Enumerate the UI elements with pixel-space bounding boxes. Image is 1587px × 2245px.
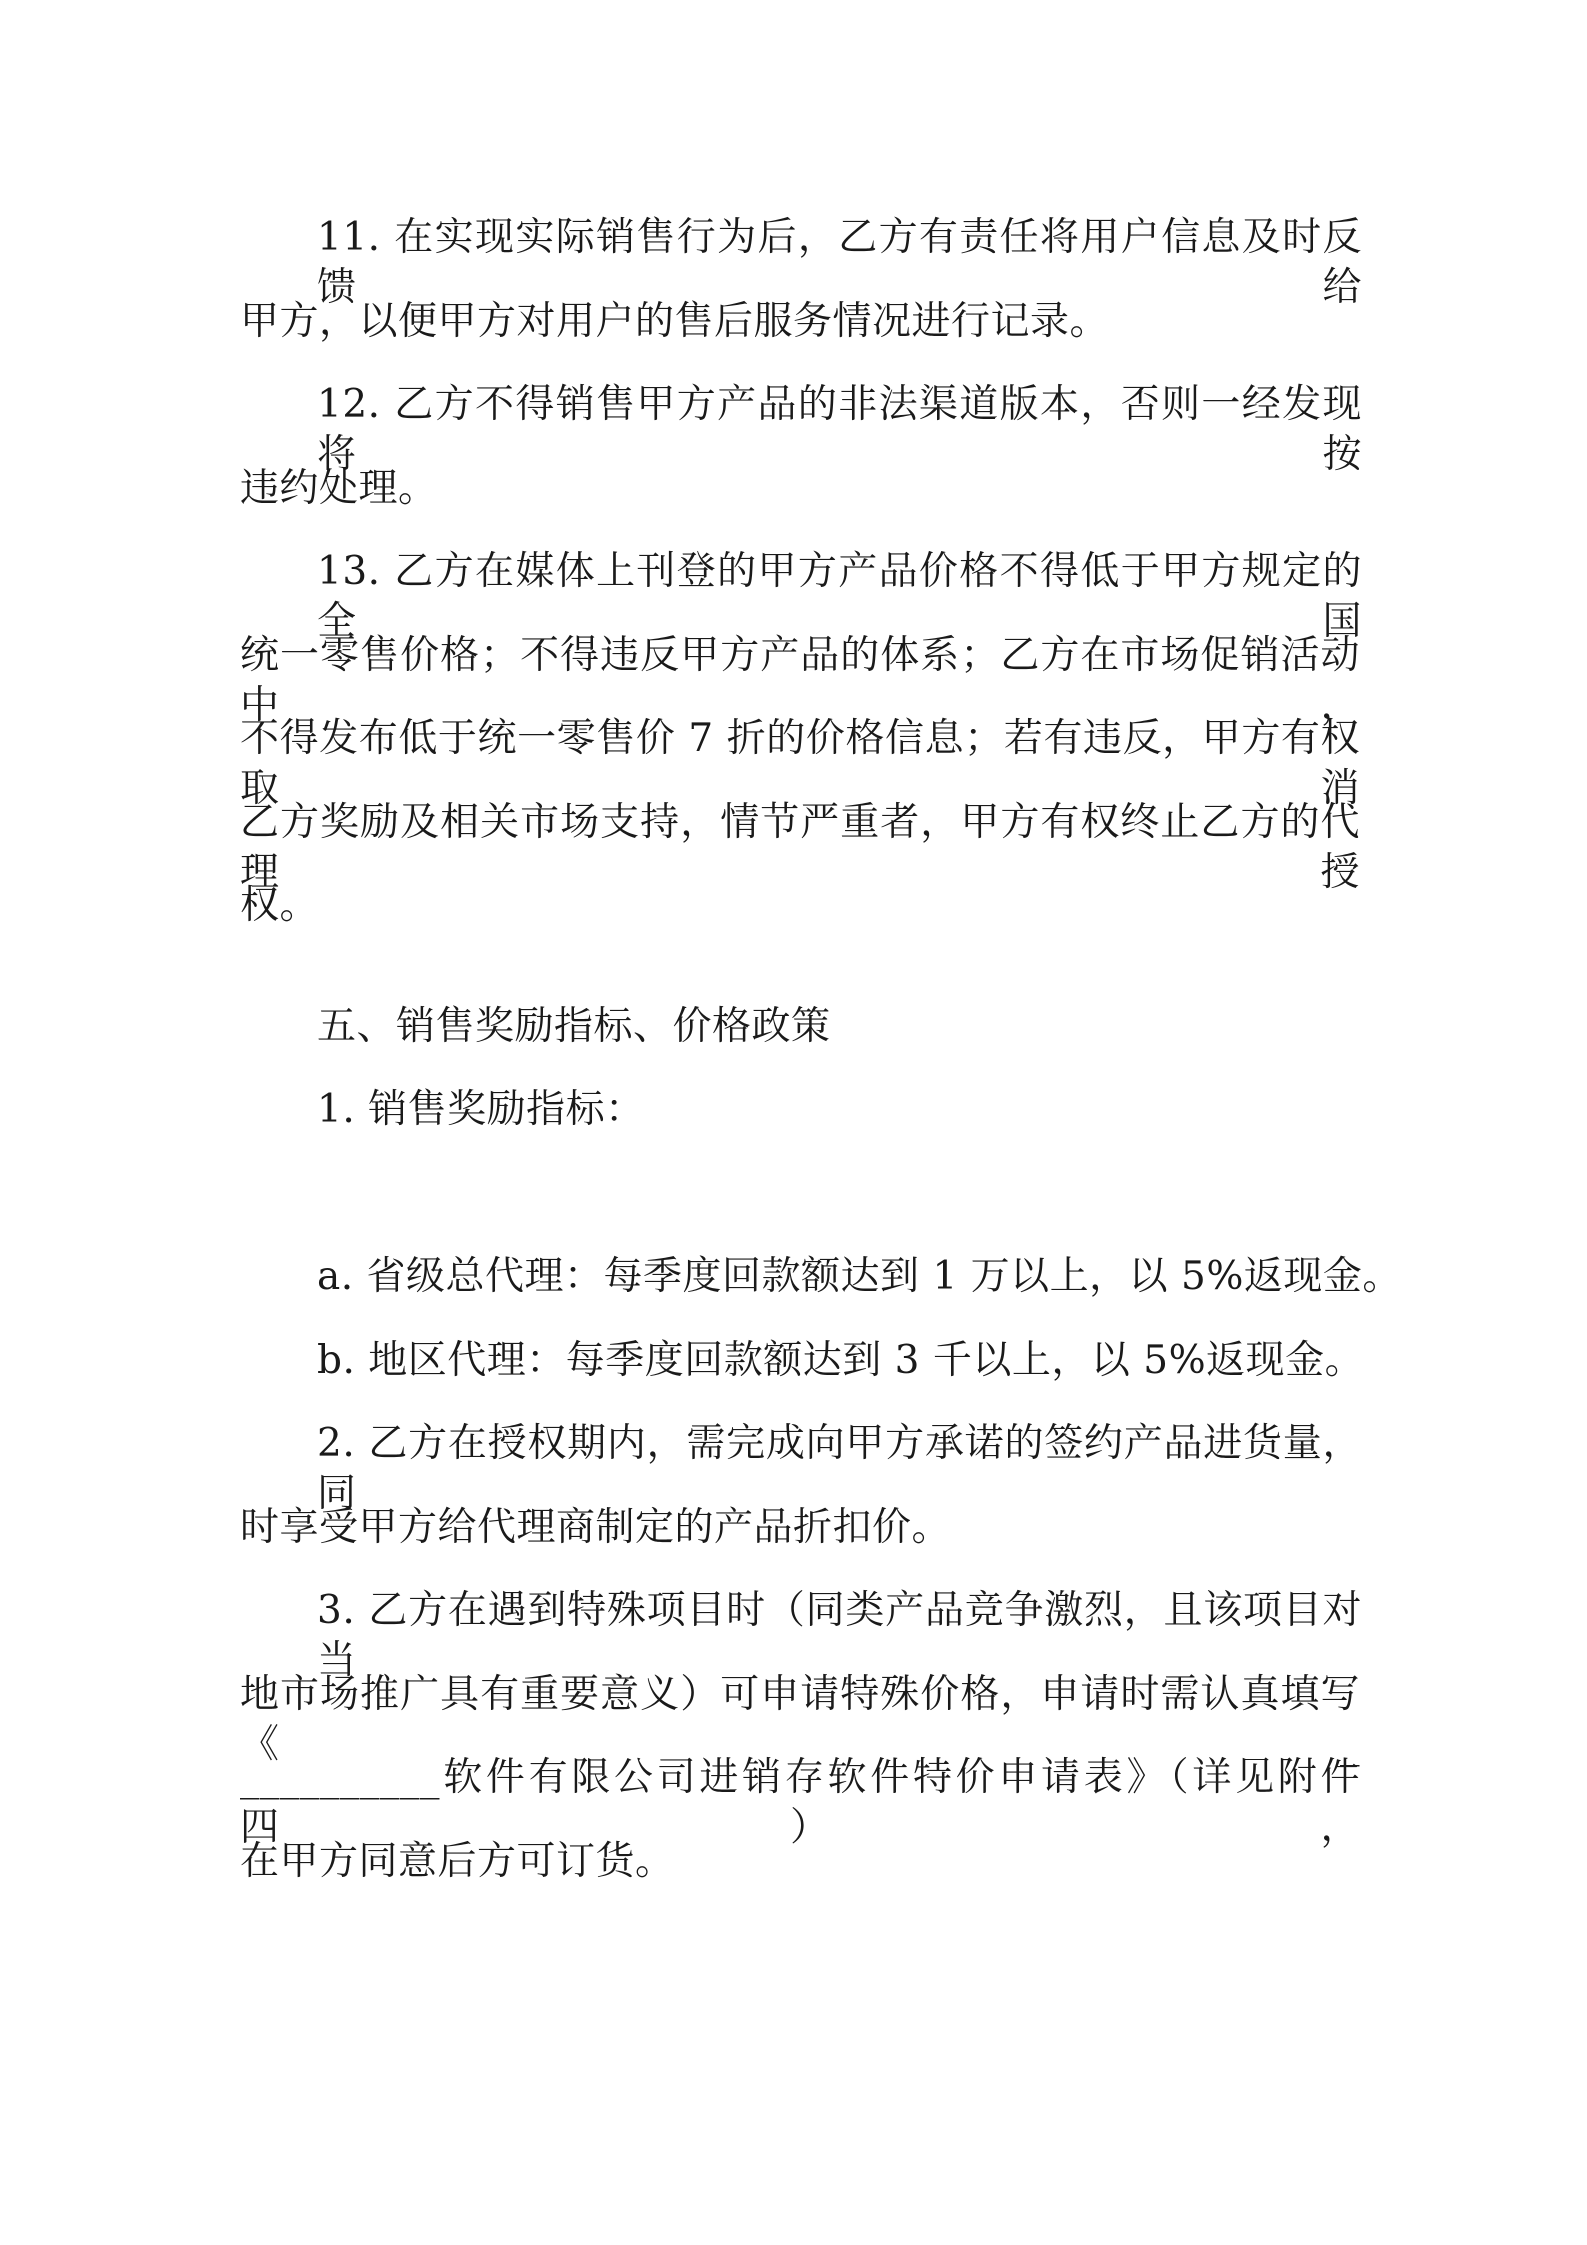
item-3-line-2: 地市场推广具有重要意义）可申请特殊价格，申请时需认真填写《_ [240,1672,1360,1767]
clause-13-line-2: 统一零售价格；不得违反甲方产品的体系；乙方在市场促销活动中， [240,633,1360,728]
item-a-line: a. 省级总代理：每季度回款额达到 1 万以上，以 5%返现金。 [317,1254,1402,1299]
clause-13-line-1: 13. 乙方在媒体上刊登的甲方产品价格不得低于甲方规定的全国 [317,549,1362,644]
clause-13-line-3: 不得发布低于统一零售价 7 折的价格信息；若有违反，甲方有权取消 [240,716,1360,811]
item-2-line-2: 时享受甲方给代理商制定的产品折扣价。 [240,1505,952,1550]
section-heading-5: 五、销售奖励指标、价格政策 [317,1004,831,1049]
item-1-heading: 1. 销售奖励指标： [317,1087,645,1132]
item-3-line-1: 3. 乙方在遇到特殊项目时（同类产品竞争激烈，且该项目对当 [317,1588,1362,1683]
item-3-line-3: __________软件有限公司进销存软件特价申请表》（详见附件四）， [240,1755,1360,1850]
item-b-line: b. 地区代理：每季度回款额达到 3 千以上，以 5%返现金。 [317,1338,1365,1383]
clause-12-line-2: 违约处理。 [240,466,438,511]
clause-13-line-5: 权。 [240,883,320,928]
item-2-line-1: 2. 乙方在授权期内，需完成向甲方承诺的签约产品进货量，同 [317,1421,1362,1516]
clause-11-line-2: 甲方，以便甲方对用户的售后服务情况进行记录。 [240,299,1110,344]
clause-12-line-1: 12. 乙方不得销售甲方产品的非法渠道版本，否则一经发现将按 [317,382,1362,477]
item-3-line-4: 在甲方同意后方可订货。 [240,1839,675,1884]
clause-11-line-1: 11. 在实现实际销售行为后，乙方有责任将用户信息及时反馈给 [317,215,1362,310]
clause-13-line-4: 乙方奖励及相关市场支持，情节严重者，甲方有权终止乙方的代理授 [240,800,1360,895]
